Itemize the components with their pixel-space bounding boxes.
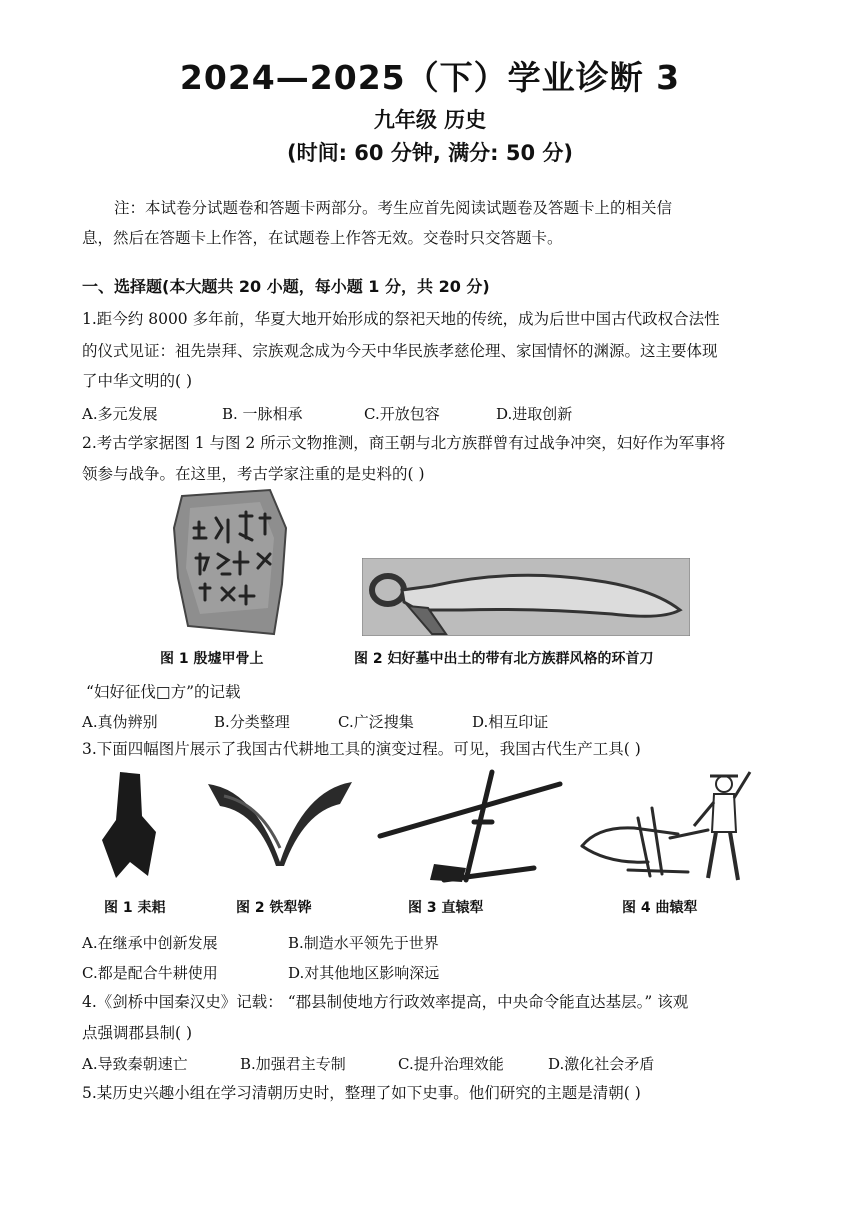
q2-line-1: 2.考古学家据图 1 与图 2 所示文物推测，商王朝与北方族群曾有过战争冲突，妇好作为军事将 <box>82 434 726 452</box>
q1-option-d: D.进取创新 <box>496 405 573 423</box>
q2-option-b: B.分类整理 <box>214 713 290 731</box>
q4-option-a: A.导致秦朝速亡 <box>82 1055 188 1073</box>
q2-option-a: A.真伪辨别 <box>82 713 158 731</box>
q1-option-b: B. 一脉相承 <box>222 405 303 423</box>
iron-plowshare-image <box>204 778 356 868</box>
q3-fig3-caption: 图 3 直辕犁 <box>408 900 484 916</box>
q2-fig1-caption-cont: “妇好征伐□方”的记载 <box>86 683 241 701</box>
q4-line-2: 点强调郡县制( ) <box>82 1024 193 1042</box>
notice-line-2: 息，然后在答题卡上作答，在试题卷上作答无效。交卷时只交答题卡。 <box>82 229 563 247</box>
straight-shaft-plough-image <box>374 768 564 886</box>
q2-fig1-caption: 图 1 殷墟甲骨上 <box>160 651 264 667</box>
q1-line-2: 的仪式见证：祖先崇拜、宗族观念成为今天中华民族孝慈伦理、家国情怀的渊源。这主要体现 <box>82 342 718 360</box>
q2-option-c: C.广泛搜集 <box>338 713 414 731</box>
ring-pommel-knife-image <box>362 558 690 636</box>
notice-line-1: 注：本试卷分试题卷和答题卡两部分。考生应首先阅读试题卷及答题卡上的相关信 <box>114 199 673 217</box>
q3-option-b: B.制造水平领先于世界 <box>288 934 439 952</box>
leisi-tool-image <box>96 770 160 882</box>
q3-fig4-caption: 图 4 曲辕犁 <box>622 900 698 916</box>
exam-title: 2024—2025（下）学业诊断 3 <box>179 58 681 97</box>
q1-line-3: 了中华文明的( ) <box>82 372 193 390</box>
q1-option-c: C.开放包容 <box>364 405 440 423</box>
q1-line-1: 1.距今约 8000 多年前，华夏大地开始形成的祭祀天地的传统，成为后世中国古代政权合法性 <box>82 310 720 328</box>
curved-shaft-plough-image <box>578 768 756 890</box>
q4-option-d: D.激化社会矛盾 <box>548 1055 655 1073</box>
q4-option-c: C.提升治理效能 <box>398 1055 504 1073</box>
q1-option-a: A.多元发展 <box>82 405 158 423</box>
q3-option-c: C.都是配合牛耕使用 <box>82 964 218 982</box>
q3-option-d: D.对其他地区影响深远 <box>288 964 440 982</box>
q5-line-1: 5.某历史兴趣小组在学习清朝历史时，整理了如下史事。他们研究的主题是清朝( ) <box>82 1084 641 1102</box>
q3-fig1-caption: 图 1 耒耜 <box>104 900 166 916</box>
oracle-bone-image <box>170 488 292 638</box>
q3-option-a: A.在继承中创新发展 <box>82 934 218 952</box>
q2-option-d: D.相互印证 <box>472 713 549 731</box>
q3-line-1: 3.下面四幅图片展示了我国古代耕地工具的演变过程。可见，我国古代生产工具( ) <box>82 740 641 758</box>
exam-time-info: (时间: 60 分钟, 满分: 50 分) <box>287 141 573 165</box>
exam-subtitle: 九年级 历史 <box>373 108 487 132</box>
section-heading: 一、选择题(本大题共 20 小题，每小题 1 分，共 20 分) <box>82 277 490 296</box>
q4-option-b: B.加强君主专制 <box>240 1055 346 1073</box>
q2-line-2: 领参与战争。在这里，考古学家注重的是史料的( ) <box>82 465 425 483</box>
q2-fig2-caption: 图 2 妇好墓中出土的带有北方族群风格的环首刀 <box>354 651 654 667</box>
q3-fig2-caption: 图 2 铁犁铧 <box>236 900 312 916</box>
q4-line-1: 4.《剑桥中国秦汉史》记载： “郡县制使地方行政效率提高，中央命令能直达基层。” 该观 <box>82 993 689 1011</box>
